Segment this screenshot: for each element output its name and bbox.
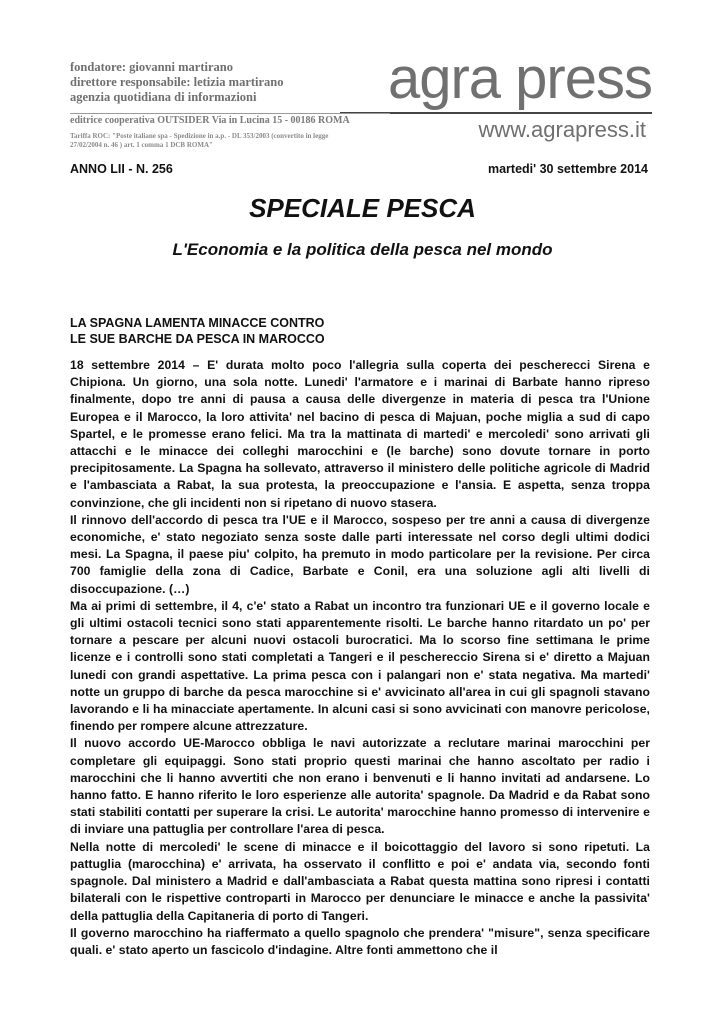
publisher-line: editrice cooperativa OUTSIDER Via in Lucina 15 - 00186 ROMA [70, 113, 390, 127]
tariff-line-2: 27/02/2004 n. 46 ) art. 1 comma 1 DCB ROMA" [70, 140, 213, 149]
page-title: SPECIALE PESCA [249, 193, 476, 223]
website-url: www.agrapress.it [478, 117, 646, 142]
masthead-credits [70, 60, 370, 105]
page-subtitle: L'Economia e la politica della pesca nel mondo [172, 240, 553, 259]
brand-logo-text: agra press [387, 46, 652, 111]
issue-date: martedi' 30 settembre 2014 [487, 162, 648, 176]
article-headline [70, 315, 650, 347]
article-paragraph: Ma ai primi di settembre, il 4, c'e' stato a Rabat un incontro tra funzionari UE e il governo locale e gli ultimi ostacoli tecnici sono stati apparentemente risolti. Le barche hanno ritardato un po' per tornare a pescare per alcuni nuovi ostacoli burocratici. Ma lo scorso fine settimana le prime licenze e i controlli sono stati completati a Tangeri e il peschereccio Sirena si e' diretto a Majuan lunedi con grandi aspettative. La prima pesca con i palangari non e' stata negativa. Ma martedi' notte un gruppo di barche da pesca marocchine si e' avvicinato all'area in cui gli spagnoli stavano lavorando e li ha minacciate apertamente. In alcuni casi si sono avvicinati con manovre pericolose, finendo per rompere alcune attrezzature. [70, 598, 650, 734]
article-paragraph: Nella notte di mercoledi' le scene di minacce e il boicottaggio del lavoro si sono ripetuti. La pattuglia (marocchina) e' arrivata, ha osservato il conflitto e poi e' andata via, secondo fonti spagnole. Dal ministero a Madrid e dall'ambasciata a Rabat questa mattina sono ripresi i contatti bilaterali con le rispettive controparti in Marocco per denunciare le minacce e anche la passivita' della pattuglia della Capitaneria di porto di Tangeri. [70, 839, 650, 923]
postal-tariff-note [70, 132, 390, 149]
article-paragraph: Il rinnovo dell'accordo di pesca tra l'UE e il Marocco, sospeso per tre anni a causa di divergenze economiche, e' stato negoziato senza soste dalle parti interessate nel corso degli ultimi dodici mesi. La Spagna, il paese piu' colpito, ha premuto in modo particolare per la revisione. Per circa 700 famiglie della zona di Cadice, Barbate e Conil, era una soluzione agli alti livelli di disoccupazione. (…) [70, 512, 650, 596]
article-paragraph: Il governo marocchino ha riaffermato a quello spagnolo che prendera' "misure", senza specificare quali. e' stato aperto un fascicolo d'indagine. Altre fonti ammettono che il [70, 925, 650, 957]
agency-line: agenzia quotidiana di informazioni [70, 90, 257, 104]
tariff-line-1: Tariffa ROC: "Poste italiane spa - Spedizione in a.p. - DL 353/2003 (convertito in legge [70, 132, 329, 140]
headline-line-2: LE SUE BARCHE DA PESCA IN MAROCCO [70, 332, 325, 346]
headline-line-1: LA SPAGNA LAMENTA MINACCE CONTRO [70, 316, 325, 330]
issue-number: ANNO LII - N. 256 [70, 162, 173, 176]
director-line: direttore responsabile: letizia martirano [70, 75, 284, 89]
article-paragraph: 18 settembre 2014 – E' durata molto poco l'allegria sulla coperta dei pescherecci Sirena e Chipiona. Un giorno, una sola notte. Lunedi' l'armatore e i marinai di Barbate hanno ripreso finalmente, dopo tre anni di pausa a causa delle divergenze in materia di pesca tra l'Unione Europea e il Marocco, la loro attivita' nel bacino di pesca di Majuan, poche miglia a sud di capo Spartel, e le promesse erano felici. Ma tra la mattinata di martedi' e mercoledi' sono arrivati gli attacchi e le minacce dei colleghi marocchini e (le barche) sono dovute tornare in porto precipitosamente. La Spagna ha sollevato, attraverso il ministero delle politiche agricole di Madrid e l'ambasciata a Rabat, la sua protesta, la preoccupazione e l'ansia. E aspetta, senza troppa convinzione, che gli incidenti non si ripetano di nuovo stasera. [70, 358, 650, 510]
article-body [70, 357, 650, 959]
article-paragraph: Il nuovo accordo UE-Marocco obbliga le navi autorizzate a reclutare marinai marocchini per completare gli equipaggi. Sono stati proprio questi marinai che hanno ascoltato per radio i marocchini che li hanno avvertiti che non erano i benvenuti e li hanno invitati ad andarsene. Lo hanno fatto. E hanno riferito le loro esperienze alle autorita' spagnole. Da Madrid e da Rabat sono stati stabiliti contatti per superare la crisi. Le autorita' marocchine hanno promesso di intervenire e di inviare una pattuglia per controllare l'area di pesca. [70, 736, 650, 837]
founder-line: fondatore: giovanni martirano [70, 60, 233, 74]
